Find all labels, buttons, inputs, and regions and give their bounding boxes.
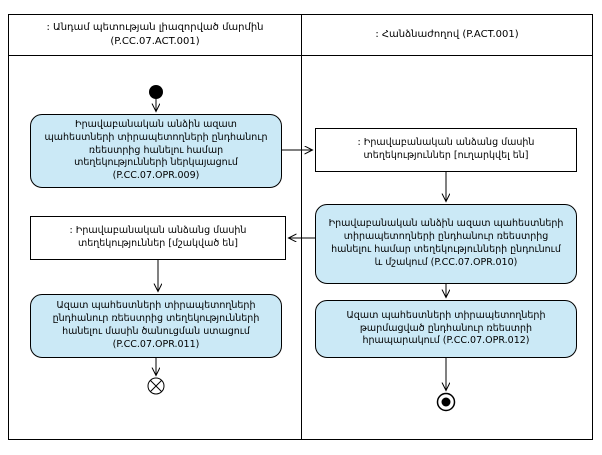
activity-opr009: Իրավաբանական անձին ազատ պահեստների տիրապետողների ընդհանուր ռեեստրից հանելու համար տեղեկությունների ներկայացում (P.CC.07.OPR.009) [30, 114, 282, 188]
object-node-info-processed: : Իրավաբանական անձանց մասին տեղեկություններ [մշակված են] [30, 216, 286, 260]
lane-header-commission: : Հանձնաժողով (P.ACT.001) [302, 14, 592, 56]
swimlane-divider [301, 14, 302, 440]
lane-header-member-state-authority: : Անդամ պետության լիազորված մարմին (P.CC.07.ACT.001) [9, 14, 301, 56]
activity-opr012: Ազատ պահեստների տիրապետողների թարմացված ընդհանուր ռեեստրի հրապարակում (P.CC.07.OPR.012) [315, 300, 577, 358]
activity-opr010: Իրավաբանական անձին ազատ պահեստների տիրապետողների ընդհանուր ռեեստրից հանելու համար տեղեկությունների ընդունում և մշակում (P.CC.07.OPR.010) [315, 204, 577, 284]
object-node-info-sent: : Իրավաբանական անձանց մասին տեղեկություններ [ուղարկվել են] [315, 128, 577, 172]
activity-opr011: Ազատ պահեստների տիրապետողների ընդհանուր ռեեստրից տեղեկությունների հանելու մասին ծանուցման ստացում (P.CC.07.OPR.011) [30, 294, 282, 358]
